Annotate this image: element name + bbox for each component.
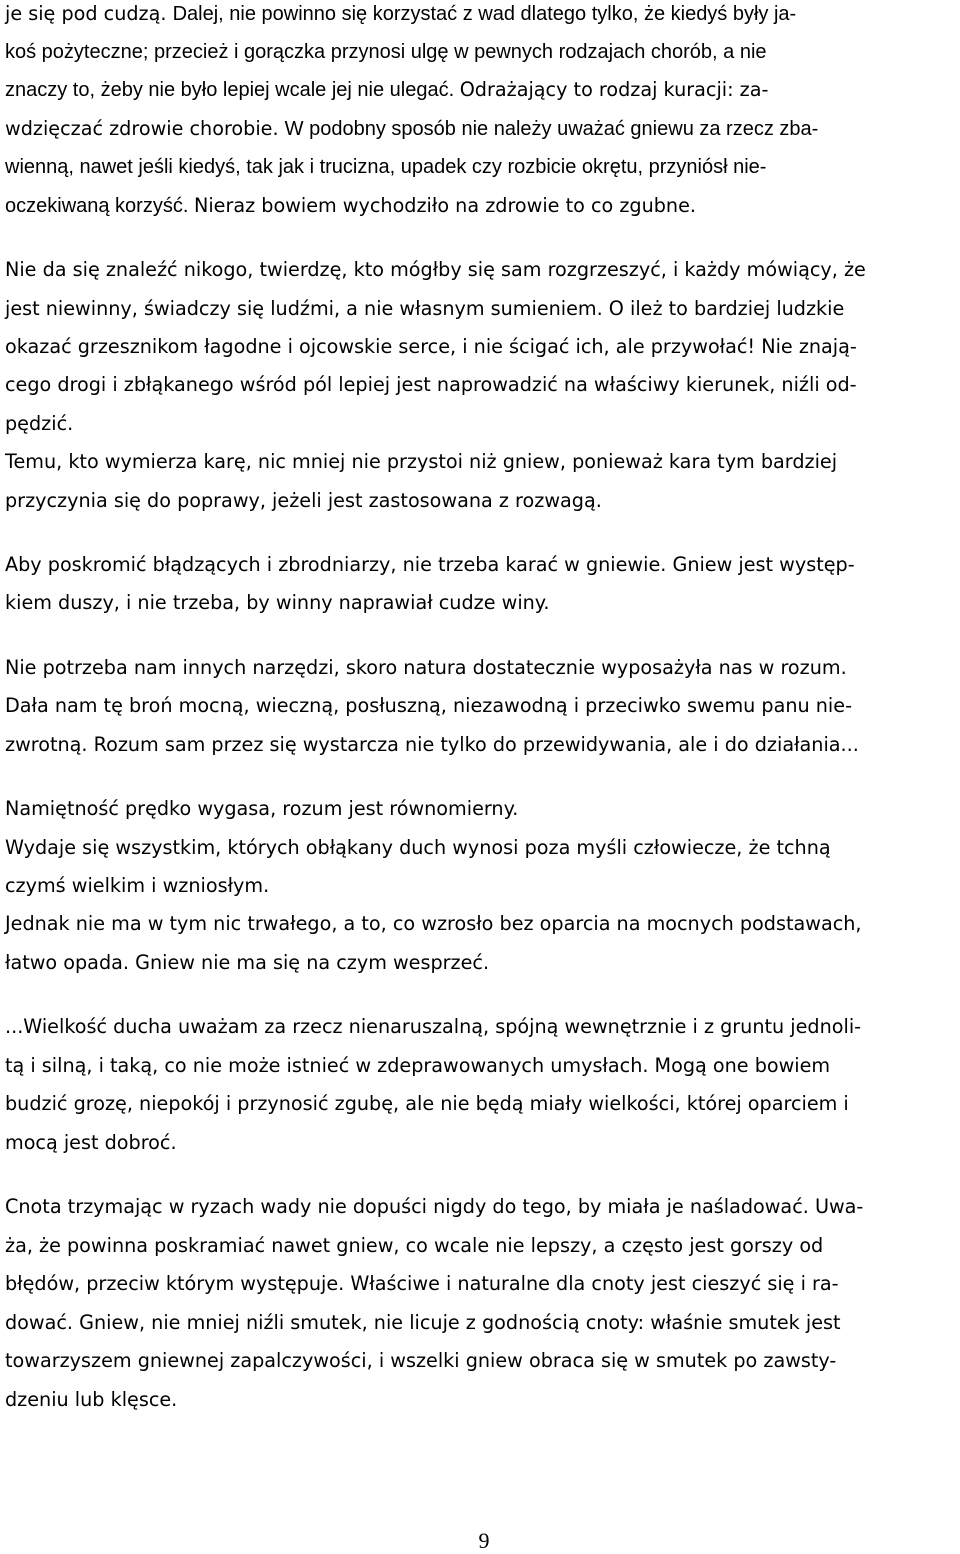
text-segment: zwrotną. Rozum sam przez się wystarcza nie tylko do przewidywania, ale i do działania...: [5, 733, 859, 756]
text-line: [5, 373, 857, 397]
text-segment: dować. Gniew, nie mniej niźli smutek, nie licuje z godnością cnoty: właśnie smutek jest: [5, 1311, 841, 1334]
text-segment: Dalej, nie powinno się korzystać z wad dlatego tylko, że kiedyś były ja-: [172, 3, 797, 25]
text-segment: pędzić.: [5, 412, 74, 435]
text-segment: Jednak nie ma w tym nic trwałego, a to, co wzrosło bez oparcia na mocnych podstawach,: [5, 912, 862, 935]
text-segment: czymś wielkim i wzniosłym.: [5, 874, 270, 897]
page-number: 9: [478, 1528, 490, 1553]
text-segment: tą i silną, i taką, co nie może istnieć w zdeprawowanych umysłach. Mogą one bowiem: [5, 1054, 831, 1077]
text-line: [5, 117, 818, 141]
text-line: [5, 40, 767, 64]
text-segment: Nie potrzeba nam innych narzędzi, skoro natura dostatecznie wyposażyła nas w rozum.: [5, 656, 847, 679]
text-line: [5, 489, 602, 513]
text-line: [5, 694, 852, 718]
text-line: [5, 450, 837, 474]
text-segment: mocą jest dobroć.: [5, 1131, 177, 1154]
text-line: [5, 836, 831, 860]
text-segment: przyczynia się do poprawy, jeżeli jest zastosowana z rozwagą.: [5, 489, 602, 512]
text-line: [5, 1311, 841, 1335]
text-line: [5, 258, 866, 282]
text-line: [5, 951, 489, 975]
text-segment: Nie da się znaleźć nikogo, twierdzę, kto mógłby się sam rozgrzeszyć, i każdy mówiący, że: [5, 258, 866, 281]
text-line: [5, 155, 766, 179]
text-segment: towarzyszem gniewnej zapalczywości, i wszelki gniew obraca się w smutek po zawsty-: [5, 1349, 837, 1372]
text-segment: W podobny sposób nie należy uważać gniewu za rzecz zba-: [284, 118, 819, 140]
text-segment: jest niewinny, świadczy się ludźmi, a nie własnym sumieniem. O ileż to bardziej ludzkie: [5, 297, 845, 320]
text-segment: Cnota trzymając w ryzach wady nie dopuści nigdy do tego, by miała je naśladować. Uwa-: [5, 1195, 864, 1218]
text-line: [5, 591, 550, 615]
text-line: [5, 2, 796, 26]
text-line: [5, 553, 855, 577]
text-segment: znaczy to, żeby nie było lepiej wcale jej nie ulegać.: [5, 79, 460, 101]
text-segment: koś pożyteczne; przecież i gorączka przynosi ulgę w pewnych rodzajach chorób, a nie: [5, 41, 767, 63]
text-segment: kiem duszy, i nie trzeba, by winny naprawiał cudze winy.: [5, 591, 550, 614]
text-segment: okazać grzesznikom łagodne i ojcowskie serce, i nie ścigać ich, ale przywołać! Nie znają-: [5, 335, 857, 358]
text-segment: oczekiwaną korzyść.: [5, 195, 194, 217]
text-line: [5, 912, 862, 936]
text-line: [5, 656, 847, 680]
text-line: [5, 1388, 177, 1412]
text-segment: łatwo opada. Gniew nie ma się na czym wesprzeć.: [5, 951, 490, 974]
text-segment: cego drogi i zbłąkanego wśród pól lepiej jest naprowadzić na właściwy kierunek, niźli od-: [5, 373, 857, 396]
text-segment: wdzięczać zdrowie chorobie.: [5, 117, 285, 140]
text-segment: Nieraz bowiem wychodziło na zdrowie to co zgubne.: [193, 194, 696, 217]
text-line: [5, 1015, 861, 1039]
text-line: [5, 733, 859, 757]
text-line: [5, 1131, 177, 1155]
text-segment: Aby poskromić błądzących i zbrodniarzy, nie trzeba karać w gniewie. Gniew jest występ-: [5, 553, 855, 576]
text-segment: dzeniu lub klęsce.: [5, 1388, 178, 1411]
text-segment: wienną, nawet jeśli kiedyś, tak jak i trucizna, upadek czy rozbicie okrętu, przyniósł nie-: [5, 156, 767, 178]
text-line: [5, 297, 844, 321]
text-line: [5, 194, 696, 218]
text-segment: błędów, przeciw którym występuje. Właściwe i naturalne dla cnoty jest cieszyć się i ra-: [5, 1272, 839, 1295]
text-line: [5, 1272, 839, 1296]
text-segment: Odrażający to rodzaj kuracji: za-: [459, 78, 769, 101]
text-line: [5, 797, 518, 821]
text-segment: je się pod cudzą.: [5, 2, 173, 25]
text-line: [5, 1054, 830, 1078]
text-line: [5, 1092, 849, 1116]
text-line: [5, 1234, 823, 1258]
text-segment: Namiętność prędko wygasa, rozum jest równomierny.: [5, 797, 519, 820]
text-line: [5, 1195, 863, 1219]
text-segment: Dała nam tę broń mocną, wieczną, posłuszną, niezawodną i przeciwko swemu panu nie-: [5, 694, 852, 717]
text-line: [5, 335, 857, 359]
text-segment: ...Wielkość ducha uważam za rzecz nienaruszalną, spójną wewnętrznie i z gruntu jednoli-: [5, 1015, 862, 1038]
text-segment: Wydaje się wszystkim, których obłąkany duch wynosi poza myśli człowiecze, że tchną: [5, 836, 831, 859]
text-segment: budzić grozę, niepokój i przynosić zgubę, ale nie będą miały wielkości, której oparciem i: [5, 1092, 849, 1115]
text-line: [5, 78, 768, 102]
text-line: [5, 412, 73, 436]
text-segment: ża, że powinna poskramiać nawet gniew, co wcale nie lepszy, a często jest gorszy od: [5, 1234, 824, 1257]
text-segment: Temu, kto wymierza karę, nic mniej nie przystoi niż gniew, ponieważ kara tym bardziej: [5, 450, 838, 473]
text-line: [5, 1349, 836, 1373]
text-line: [5, 874, 269, 898]
